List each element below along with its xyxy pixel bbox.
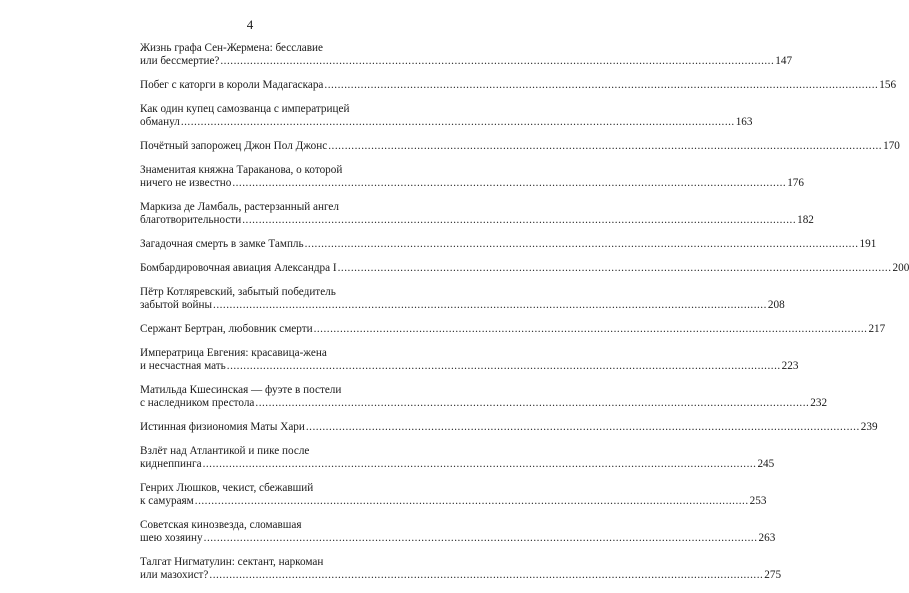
toc-entry-page: 245 xyxy=(757,458,774,471)
toc-entry-title-line: Талгат Нигматулин: сектант, наркоман xyxy=(140,556,361,569)
dot-leader xyxy=(305,238,859,251)
toc-entry-title-line: шею хозяину xyxy=(140,532,203,545)
toc-entry-last-line xyxy=(140,177,361,190)
toc-entry-title-line: обманул xyxy=(140,116,180,129)
toc-entry-last-line xyxy=(140,299,361,312)
toc-entry xyxy=(140,556,361,582)
toc-entry-last-line xyxy=(140,397,361,410)
toc-entry-title-line: Бомбардировочная авиация Александра I xyxy=(140,262,337,275)
toc-entry-title-line: Генрих Люшков, чекист, сбежавший xyxy=(140,482,361,495)
toc-entry-last-line xyxy=(140,323,361,336)
toc-entry xyxy=(140,323,361,336)
toc-entry-title-line: Жизнь графа Сен-Жермена: бесславие xyxy=(140,42,361,55)
dot-leader xyxy=(209,569,763,582)
toc-entry xyxy=(140,519,361,545)
toc-entry-page: 223 xyxy=(782,360,799,373)
toc-entry-title-line: к самураям xyxy=(140,495,194,508)
toc-entry xyxy=(140,201,361,227)
toc-entry-title-line: Знаменитая княжна Тараканова, о которой xyxy=(140,164,361,177)
toc-entry-page: 163 xyxy=(736,116,753,129)
toc-entry xyxy=(140,140,361,153)
dot-leader xyxy=(232,177,786,190)
dot-leader xyxy=(242,214,796,227)
toc-entry-last-line xyxy=(140,262,361,275)
dot-leader xyxy=(204,532,758,545)
toc-entry-title-line: благотворительности xyxy=(140,214,241,227)
dot-leader xyxy=(255,397,809,410)
dot-leader xyxy=(181,116,735,129)
toc-entry-title-line: Пётр Котляревский, забытый победитель xyxy=(140,286,361,299)
dot-leader xyxy=(213,299,767,312)
toc-entry-page: 147 xyxy=(775,55,792,68)
toc-entry-title-line: киднеппинга xyxy=(140,458,202,471)
toc-entry xyxy=(140,384,361,410)
toc-entry xyxy=(140,238,361,251)
toc-entry-title-line: Истинная физиономия Маты Хари xyxy=(140,421,305,434)
toc-entry-last-line xyxy=(140,532,361,545)
toc-entry-title-line: или бессмертие? xyxy=(140,55,219,68)
toc-entry-last-line xyxy=(140,55,361,68)
toc-entry-title-line: Сержант Бертран, любовник смерти xyxy=(140,323,313,336)
toc-entry-page: 170 xyxy=(883,140,900,153)
toc-entry-page: 191 xyxy=(860,238,877,251)
toc-entry-page: 217 xyxy=(868,323,885,336)
dot-leader xyxy=(306,421,860,434)
dot-leader xyxy=(314,323,868,336)
toc-entry-page: 182 xyxy=(797,214,814,227)
toc-entry-last-line xyxy=(140,140,361,153)
toc-entry-last-line xyxy=(140,495,361,508)
toc-entry-page: 239 xyxy=(861,421,878,434)
toc-entry-title-line: с наследником престола xyxy=(140,397,254,410)
toc-entry xyxy=(140,164,361,190)
page-number: 4 xyxy=(0,17,500,33)
table-of-contents xyxy=(140,42,361,593)
toc-entry-last-line xyxy=(140,421,361,434)
toc-entry-title-line: Побег с каторги в короли Мадагаскара xyxy=(140,79,323,92)
toc-entry-title-line: Маркиза де Ламбаль, растерзанный ангел xyxy=(140,201,361,214)
toc-entry xyxy=(140,262,361,275)
toc-entry-page: 275 xyxy=(764,569,781,582)
toc-entry-last-line xyxy=(140,238,361,251)
toc-entry-title-line: или мазохист? xyxy=(140,569,208,582)
toc-entry-page: 200 xyxy=(893,262,909,275)
toc-entry-last-line xyxy=(140,214,361,227)
dot-leader xyxy=(195,495,749,508)
toc-entry-page: 208 xyxy=(768,299,785,312)
toc-entry xyxy=(140,421,361,434)
toc-entry-title-line: ничего не известно xyxy=(140,177,231,190)
toc-entry xyxy=(140,445,361,471)
toc-entry-title-line: Матильда Кшесинская — фуэте в постели xyxy=(140,384,361,397)
toc-entry xyxy=(140,103,361,129)
toc-entry-page: 176 xyxy=(787,177,804,190)
toc-entry xyxy=(140,482,361,508)
toc-entry-title-line: Императрица Евгения: красавица-жена xyxy=(140,347,361,360)
dot-leader xyxy=(220,55,774,68)
toc-entry-title-line: Загадочная смерть в замке Тампль xyxy=(140,238,304,251)
dot-leader xyxy=(203,458,757,471)
toc-entry-last-line xyxy=(140,458,361,471)
toc-entry-title-line: и несчастная мать xyxy=(140,360,226,373)
toc-entry-last-line xyxy=(140,360,361,373)
toc-entry-last-line xyxy=(140,116,361,129)
dot-leader xyxy=(328,140,882,153)
toc-entry-last-line xyxy=(140,569,361,582)
dot-leader xyxy=(324,79,878,92)
toc-entry xyxy=(140,79,361,92)
toc-entry-title-line: Взлёт над Атлантикой и пике после xyxy=(140,445,361,458)
toc-entry xyxy=(140,42,361,68)
toc-entry-page: 263 xyxy=(759,532,776,545)
toc-entry-page: 232 xyxy=(810,397,827,410)
toc-entry-last-line xyxy=(140,79,361,92)
toc-entry-title-line: Советская кинозвезда, сломавшая xyxy=(140,519,361,532)
toc-entry-title-line: Почётный запорожец Джон Пол Джонс xyxy=(140,140,327,153)
dot-leader xyxy=(338,262,892,275)
toc-entry xyxy=(140,347,361,373)
toc-entry-title-line: Как один купец самозванца с императрицей xyxy=(140,103,361,116)
toc-entry xyxy=(140,286,361,312)
toc-entry-title-line: забытой войны xyxy=(140,299,212,312)
dot-leader xyxy=(227,360,781,373)
toc-entry-page: 156 xyxy=(879,79,896,92)
toc-entry-page: 253 xyxy=(750,495,767,508)
book-page xyxy=(0,0,500,500)
